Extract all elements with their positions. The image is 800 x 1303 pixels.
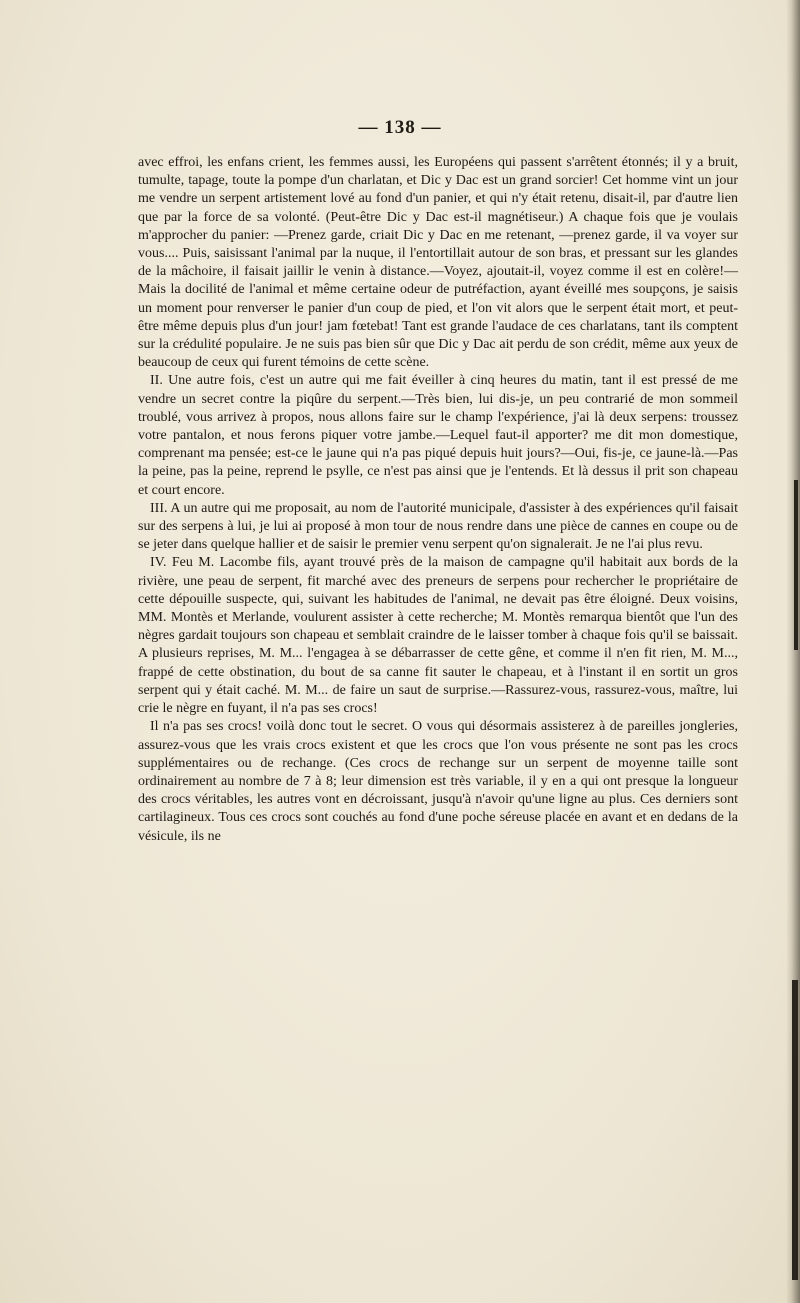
page-edge-mark [792, 980, 798, 1280]
body-text [138, 154, 738, 846]
paragraph: II. Une autre fois, c'est un autre qui me fait éveiller à cinq heures du matin, tant il est pressé de me vendre un secret contre la piqûre du serpent.—Très bien, lui dis-je, un peu contrarié de mon sommeil troublé, vous arrivez à propos, nous allons faire sur le champ l'expérience, j'ai là deux serpens: troussez votre pantalon, et nous ferons piquer votre jambe.—Lequel faut-il apporter? me dit mon domestique, comprenant ma pensée; est-ce le jaune qui n'a pas piqué depuis huit jours?—Oui, fis-je, ce jaune-là.—Pas la peine, pas la peine, reprend le psylle, ce n'est pas ainsi que je l'entends. Et là dessus il prit son chapeau et court encore. [138, 373, 738, 498]
page-edge-mark [794, 480, 798, 650]
paragraph: IV. Feu M. Lacombe fils, ayant trouvé près de la maison de campagne qu'il habitait aux bords de la rivière, une peau de serpent, fit marché avec des preneurs de serpens pour rechercher le propriétaire de cette dépouille suspecte, qui, suivant les habitudes de l'animal, ne devait pas être éloigné. Deux voisins, MM. Montès et Merlande, voulurent assister à cette recherche; M. Montès remarqua bientôt que l'un des nègres gardait toujours son chapeau et semblait craindre de le laisser tomber à chaque fois qu'il se baissait. A plusieurs reprises, M. M... l'engagea à se débarrasser de cette gêne, et comme il n'en fit rien, M. M..., frappé de cette obstination, du bout de sa canne fit sauter le chapeau, et à l'instant il en sortit un gros serpent qui y était caché. M. M... de faire un saut de surprise.—Rassurez-vous, rassurez-vous, maître, lui crie le nègre en fuyant, il n'a pas ses crocs! [138, 555, 738, 717]
page-number: — 138 — [358, 117, 442, 138]
paragraph: Il n'a pas ses crocs! voilà donc tout le secret. O vous qui désormais assisterez à de pareilles jongleries, assurez-vous que les vrais crocs existent et que les crocs que l'on vous présente ne sont pas les crocs supplémentaires ou de rechange. (Ces crocs de rechange sur un serpent de moyenne taille sont ordinairement au nombre de 7 à 8; leur dimension est très variable, il y en a qui ont presque la longueur des crocs véritables, les autres vont en décroissant, jusqu'à n'avoir qu'une ligne au plus. Ces derniers sont cartilagineux. Tous ces crocs sont couchés au fond d'une poche séreuse placée en avant et en dedans de la vésicule, ils ne [138, 719, 738, 844]
paragraph: avec effroi, les enfans crient, les femmes aussi, les Européens qui passent s'arrêtent étonnés; il y a bruit, tumulte, tapage, toute la pompe d'un charlatan, et Dic y Dac est un grand sorcier! Cet homme vint un jour me vendre un serpent artistement lové au fond d'un panier, et qui n'y était retenu, disait-il, par d'autre lien que par la force de sa volonté. (Peut-être Dic y Dac est-il magnétiseur.) A chaque fois que je voulais m'approcher du panier: —Prenez garde, criait Dic y Dac en me retenant, —prenez garde, il va voyer sur vous.... Puis, saisissant l'animal par la nuque, il l'entortillait autour de son bras, et pressant sur les glandes de la mâchoire, il faisait jaillir le venin à distance.—Voyez, ajoutait-il, voyez comme il est en colère!— Mais la docilité de l'animal et même certaine odeur de putréfaction, ayant éveillé mes soupçons, je saisis un moment pour renverser le panier d'un coup de pied, et l'on vit alors que le serpent était mort, et peut-être même depuis plus d'un jour! jam fœtebat! Tant est grande l'audace de ces charlatans, tant ils comptent sur la crédulité populaire. Je ne suis pas bien sûr que Dic y Dac ait perdu de son crédit, même aux yeux de beaucoup de ceux qui furent témoins de cette scène. [138, 155, 738, 371]
paragraph: III. A un autre qui me proposait, au nom de l'autorité municipale, d'assister à des expériences qu'il faisait sur des serpens à lui, je lui ai proposé à mon tour de nous rendre dans une pièce de cannes en coupe ou de se jeter dans quelque hallier et de saisir le premier venu serpent qu'on signalerait. Je ne l'ai plus revu. [138, 500, 738, 553]
